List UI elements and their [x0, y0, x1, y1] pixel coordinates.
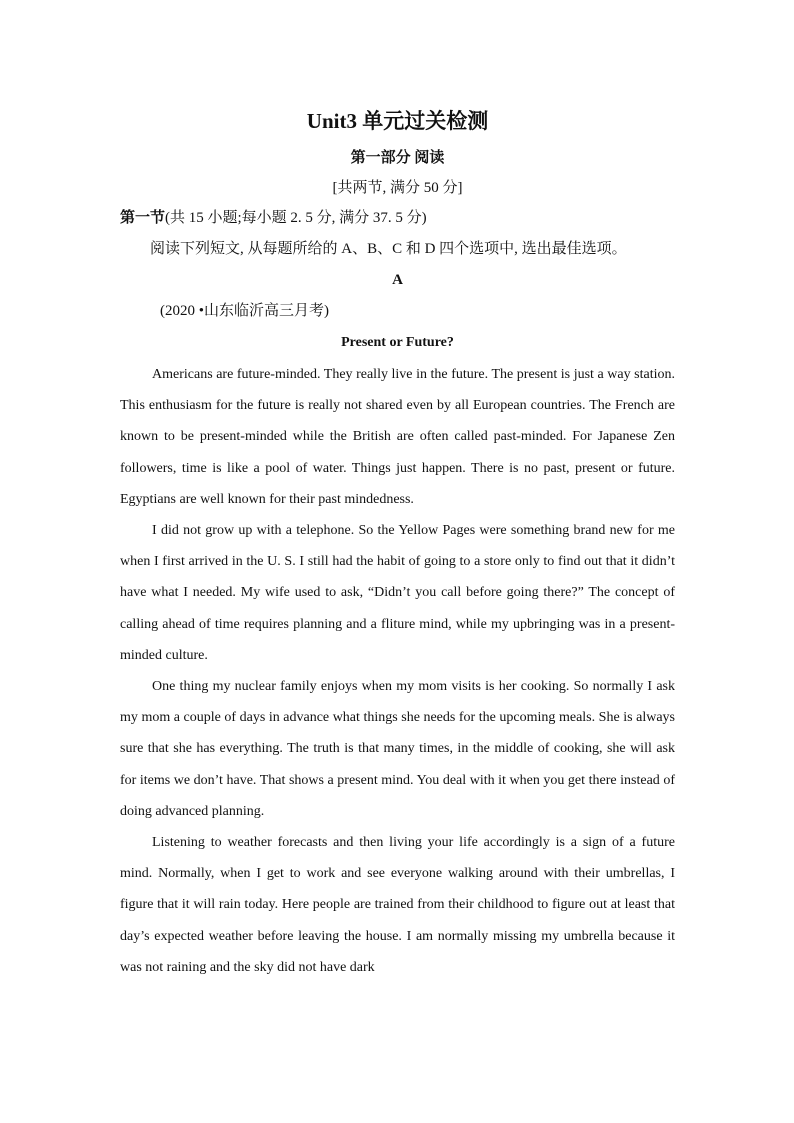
part-score: [共两节, 满分 50 分] [332, 180, 463, 196]
paragraph: Listening to weather forecasts and then living your life accordingly is a sign of a future mind. Normally, when I get to work and see everyone walking around with their umbrellas, I figure that it will rain today. Here people are trained from their childhood to figure out at least that day’s expected weather before leaving the house. I am normally missing my umbrella because it was not raining and the sky did not have dark [120, 835, 675, 975]
passage-title: Present or Future? [341, 335, 454, 350]
passage-letter: A [392, 272, 403, 288]
paragraph: I did not grow up with a telephone. So the Yellow Pages were something brand new for me when I first arrived in the U. S. I still had the habit of going to a store only to find out that it didn’t have what I needed. My wife used to ask, “Didn’t you call before going there?” The concept of calling ahead of time requires planning and a fliture mind, while my upbringing was in a present-minded culture. [120, 523, 675, 663]
section-label: 第一节 [120, 210, 166, 226]
section-line [120, 203, 675, 234]
paragraph: Americans are future-minded. They really live in the future. The present is just a way station. This enthusiasm for the future is really not shared even by all European countries. The French are known to be present-minded while the British are often called past-minded. For Japanese Zen followers, time is like a pool of water. Things just happen. There is no past, present or future. Egyptians are well known for their past mindedness. [120, 367, 675, 507]
passage-source: (2020 •山东临沂高三月考) [160, 303, 329, 319]
instruction-text: 阅读下列短文, 从每题所给的 A、B、C 和 D 四个选项中, 选出最佳选项。 [150, 241, 627, 257]
document-page [120, 100, 675, 983]
section-info: (共 15 小题;每小题 2. 5 分, 满分 37. 5 分) [165, 210, 427, 226]
part-heading: 第一部分 阅读 [350, 150, 445, 166]
paragraph: One thing my nuclear family enjoys when my mom visits is her cooking. So normally I ask my mom a couple of days in advance what things she needs for the upcoming meals. She is always sure that she has everything. The truth is that many times, in the middle of cooking, she will ask for items we don’t have. That shows a present mind. You deal with it when you get there instead of doing advanced planning. [120, 679, 675, 819]
page-title: Unit3 单元过关检测 [306, 109, 489, 133]
